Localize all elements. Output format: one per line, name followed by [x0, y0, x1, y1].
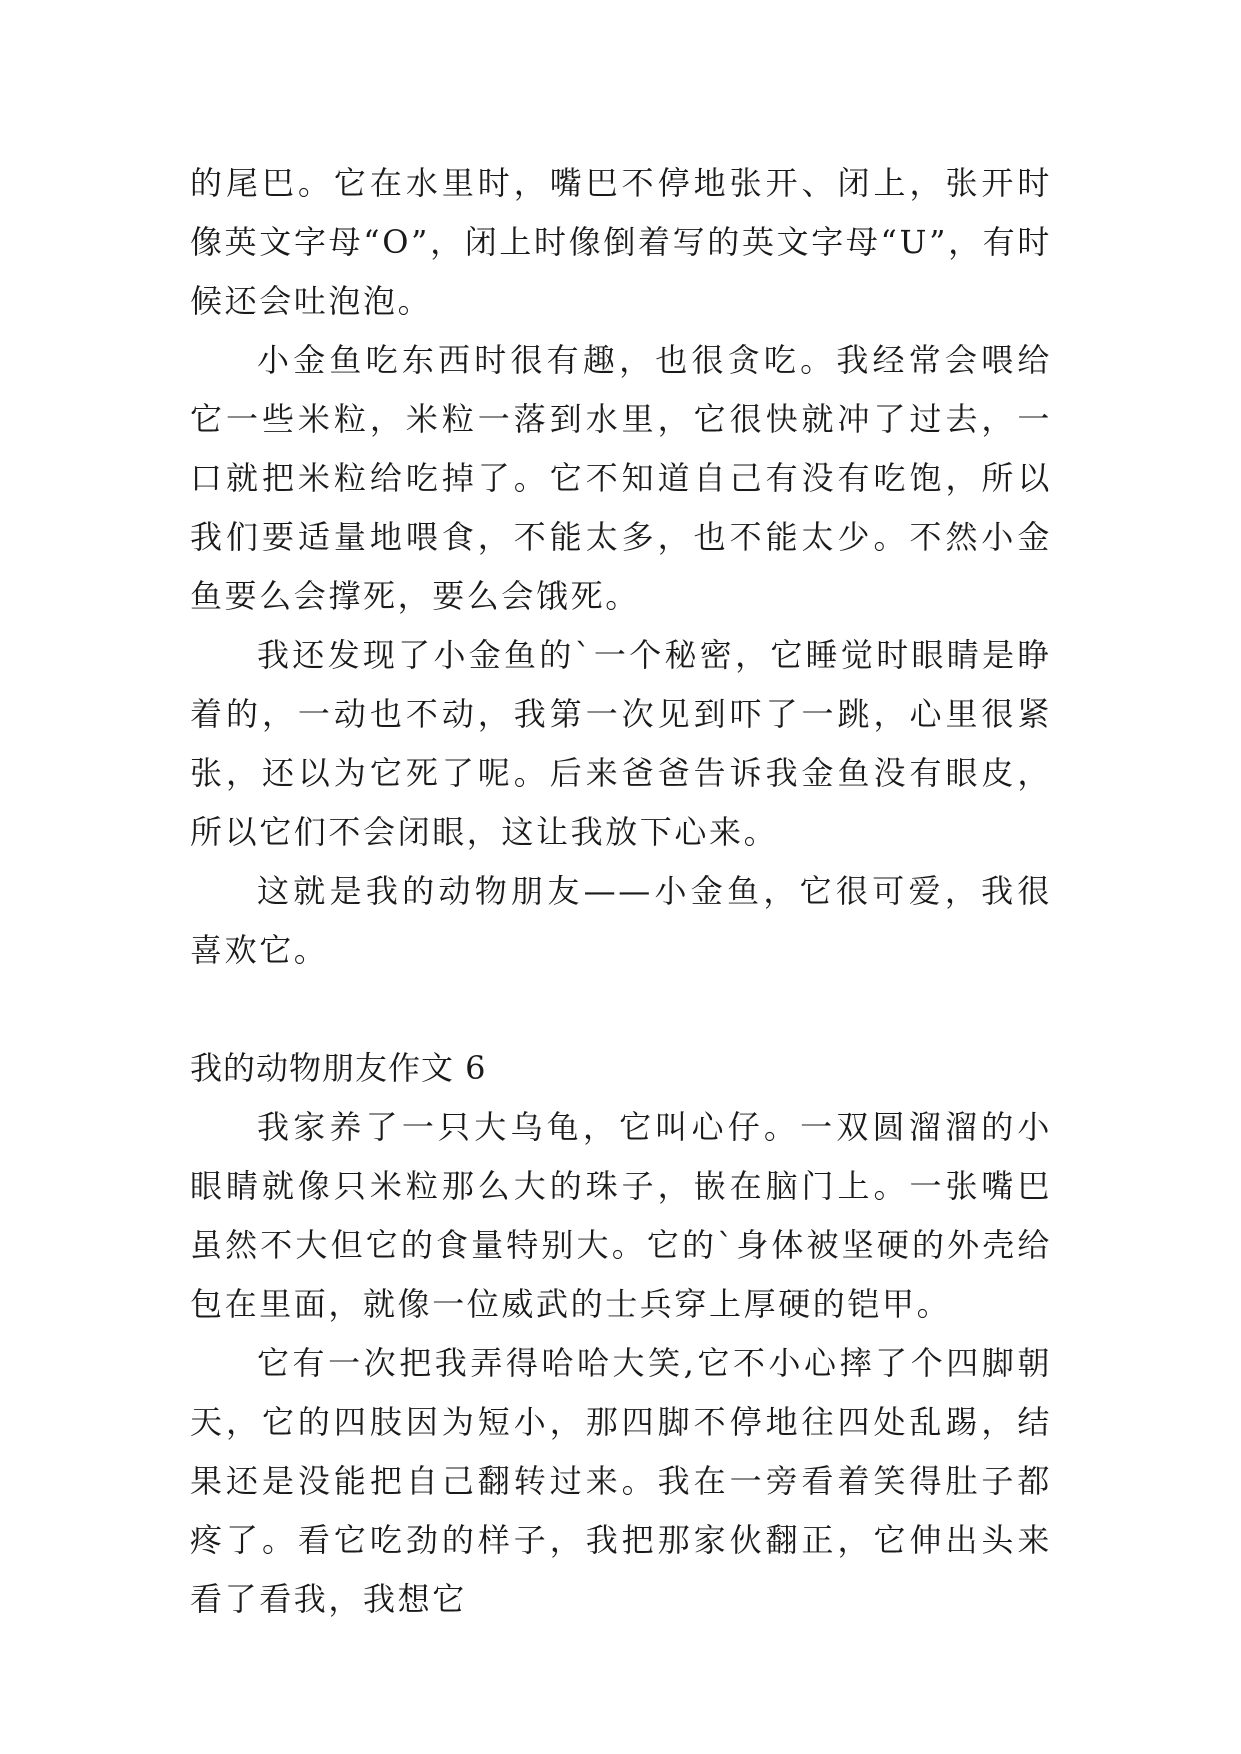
paragraph: 这就是我的动物朋友——小金鱼，它很可爱，我很喜欢它。	[190, 872, 1052, 969]
paragraph: 的尾巴。它在水里时，嘴巴不停地张开、闭上，张开时像英文字母“O”，闭上时像倒着写的英文字母“U”，有时候还会吐泡泡。	[190, 164, 1052, 320]
paragraph: 我还发现了小金鱼的`一个秘密，它睡觉时眼睛是睁着的，一动也不动，我第一次见到吓了一跳，心里很紧张，还以为它死了呢。后来爸爸告诉我金鱼没有眼皮，所以它们不会闭眼，这让我放下心来。	[190, 636, 1052, 851]
paragraph: 它有一次把我弄得哈哈大笑,它不小心摔了个四脚朝天，它的四肢因为短小，那四脚不停地往四处乱踢，结果还是没能把自己翻转过来。我在一旁看着笑得肚子都疼了。看它吃劲的样子，我把那家伙翻正，它伸出头来看了看我，我想它	[190, 1344, 1052, 1618]
document-body	[190, 154, 1052, 1629]
section-title: 我的动物朋友作文 6	[190, 1049, 487, 1087]
paragraph: 我家养了一只大乌龟，它叫心仔。一双圆溜溜的小眼睛就像只米粒那么大的珠子，嵌在脑门上。一张嘴巴虽然不大但它的食量特别大。它的`身体被坚硬的外壳给包在里面，就像一位威武的士兵穿上厚硬的铠甲。	[190, 1108, 1052, 1323]
paragraph: 小金鱼吃东西时很有趣，也很贪吃。我经常会喂给它一些米粒，米粒一落到水里，它很快就冲了过去，一口就把米粒给吃掉了。它不知道自己有没有吃饱，所以我们要适量地喂食，不能太多，也不能太少。不然小金鱼要么会撑死，要么会饿死。	[190, 341, 1052, 615]
